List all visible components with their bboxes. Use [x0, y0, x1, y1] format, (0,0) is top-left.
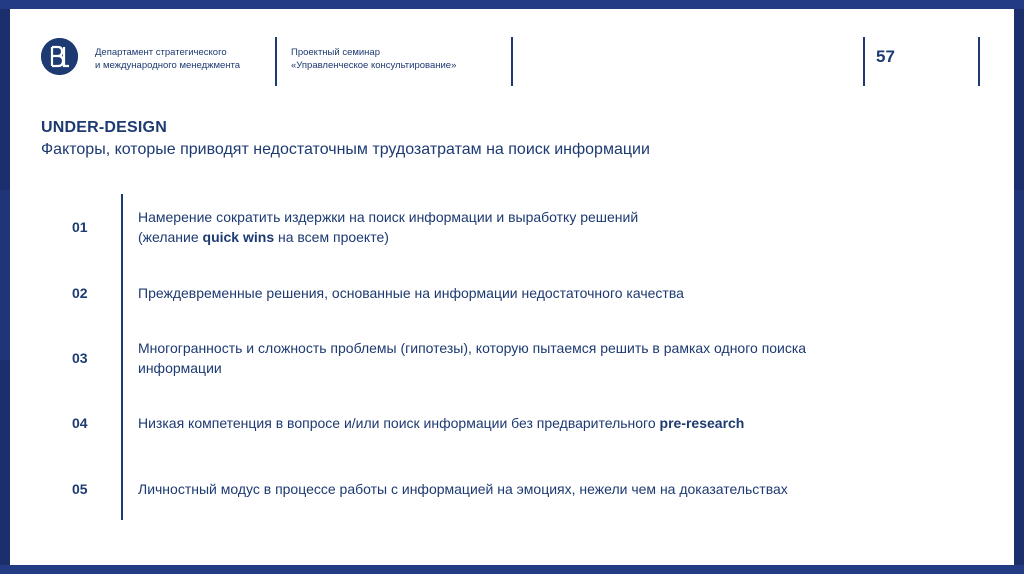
divider-3 — [863, 37, 865, 86]
item-01-line-1: Намерение сократить издержки на поиск информации и выработку решений — [138, 209, 639, 225]
page-subtitle: Факторы, которые приводят недостаточным трудозатратам на поиск информации — [41, 141, 650, 158]
item-03-line-2: информации — [138, 360, 222, 376]
page-title: UNDER-DESIGN — [41, 119, 167, 136]
seminar-line-2: «Управленческое консультирование» — [291, 60, 457, 71]
item-number-04: 04 — [72, 415, 88, 431]
list-item-05: Личностный модус в процессе работы с информацией на эмоциях, нежели чем на доказательствах — [138, 481, 788, 497]
department-line-2: и международного менеджмента — [95, 60, 241, 71]
item-number-01: 01 — [72, 219, 88, 235]
list-item-03 — [138, 338, 918, 378]
frame-band-bottom — [0, 565, 1024, 574]
seminar-line-1: Проектный семинар — [291, 47, 380, 58]
pre-research-emphasis: pre-research — [659, 415, 745, 431]
divider-1 — [275, 37, 277, 86]
item-01-line-2: (желание quick wins на всем проекте) — [138, 229, 389, 245]
list-divider — [121, 194, 123, 520]
divider-2 — [511, 37, 513, 86]
item-number-05: 05 — [72, 481, 88, 497]
item-number-02: 02 — [72, 285, 88, 301]
divider-4 — [978, 37, 980, 86]
list-item-04: Низкая компетенция в вопросе и/или поиск информации без предварительного pre-research — [138, 415, 745, 431]
hse-logo-icon — [41, 38, 78, 75]
list-item-02: Преждевременные решения, основанные на информации недостаточного качества — [138, 285, 684, 301]
department-line-1: Департамент стратегического — [95, 47, 227, 58]
page-number: 57 — [876, 47, 895, 66]
slide — [10, 9, 1014, 565]
seminar-name — [291, 46, 456, 72]
item-number-03: 03 — [72, 350, 88, 366]
list-item-01 — [138, 207, 918, 247]
quick-wins-emphasis: quick wins — [202, 229, 275, 245]
item-03-line-1: Многогранность и сложность проблемы (гипотезы), которую пытаемся решить в рамках одного поиска — [138, 340, 807, 356]
frame-band-top — [0, 0, 1024, 9]
department-name — [95, 46, 240, 72]
